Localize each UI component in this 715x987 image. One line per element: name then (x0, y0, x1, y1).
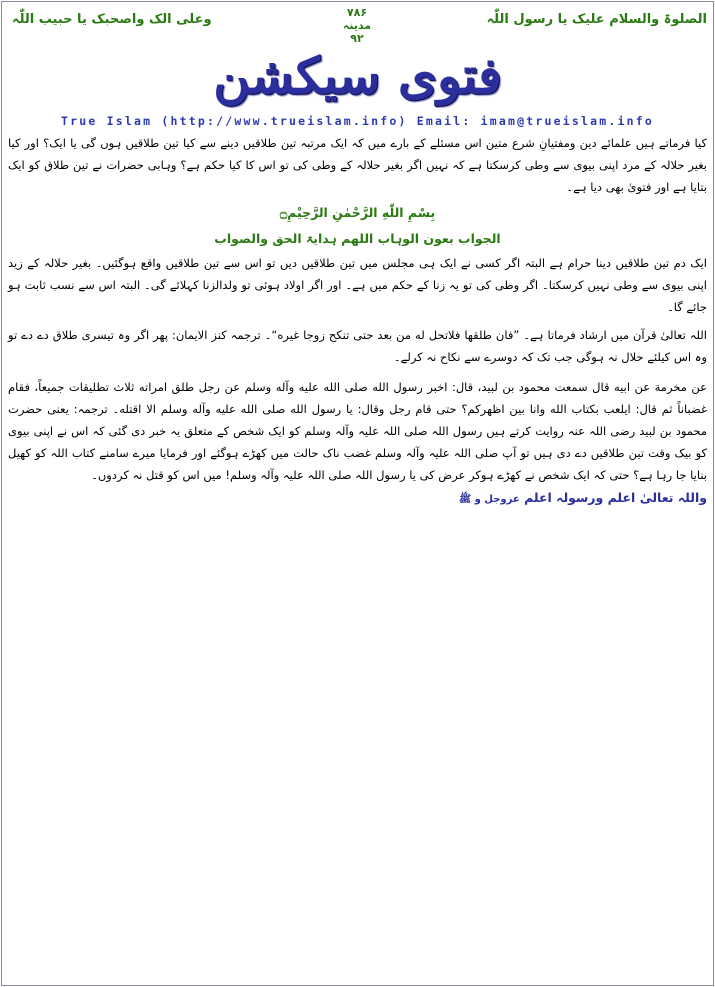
closing-honorific: عزوجل و ﷺ (459, 494, 520, 505)
header-number-92: ۹۲ (350, 32, 364, 45)
answer-paragraph-1: ایک دم تین طلاقیں دینا حرام ہے البتہ اگر کسی نے ایک ہی مجلس میں تین طلاقیں دیں تو اس سے تین طلاقیں واقع ہوگئیں۔ بغیر حلالہ کے زید اپنی بیوی سے وطی نہیں کرسکتا۔ اگر وطی کی تو یہ زنا کے حکم میں ہے۔ اور اگر اولاد ہوئی تو ولدالزنا کہلائے گی۔ البتہ اس سے نسب ثابت ہو جائے گا۔ (8, 256, 707, 314)
contact-line: True Islam (http://www.trueislam.info) Email: imam@trueislam.info (60, 114, 655, 128)
closing-text: واللہ تعالیٰ اعلم ورسولہ اعلم (524, 490, 707, 505)
bismillah: بِسْمِ اللّٰهِ الرَّحْمٰنِ الرَّحِيْمِ۝ (279, 205, 436, 220)
header-number-786: ۷۸۶ (346, 6, 368, 19)
page-title: فتوی سیکشن (213, 46, 502, 105)
answer-paragraph-2: اللہ تعالیٰ قرآن میں ارشاد فرماتا ہے۔ ”فان طلقها فلاتحل له من بعد حتى تنكح زوجا غيره“۔ ترجمہ کنز الایمان: پھر اگر وہ تیسری طلاق دے دے تو وہ اس کیلئے حلال نہ ہوگی جب تک کہ دوسرے سے نکاح نہ کرلے۔ (8, 328, 707, 364)
closing-line (8, 486, 707, 512)
header (2, 6, 713, 46)
question-text: کیا فرماتے ہیں علمائے دین ومفتیانِ شرع متین اس مسئلے کے بارے میں کہ ایک مرتبہ تین طلاقیں دینے سے کیا تین طلاقیں ہوں گی یا ایک؟ اور کیا بغیر حلالہ کے مرد اپنی بیوی سے وطی کرسکتا ہے کہ نہیں اگر بغیر حلالہ کے وطی کی تو اس کا کیا حکم ہے؟ وہابی حضرات نے تین طلاق کو ایک بتایا ہے اور فتویٰ بھی دیا ہے۔ (8, 136, 707, 194)
answer-heading: الجواب بعون الوہاب اللھم ہدایۃ الحق والصواب (214, 231, 501, 246)
page-frame (1, 1, 714, 986)
header-madina: مدینہ (342, 19, 372, 32)
header-salutation-right: الصلوۃ والسلام علیک یا رسول اللّٰہ (486, 12, 707, 27)
header-center-emblem (332, 6, 382, 45)
hadith-paragraph: عن مخرمة عن ابيه قال سمعت محمود بن لبيد، قال: اخبر رسول الله صلى الله عليه وآله وسلم عن رجل طلق امراته ثلاث تطليقات جميعاً، فقام غضباناً ثم قال: ايلعب بكتاب الله وانا بين اظهركم؟ حتى قام رجل وقال: يا رسول الله صلى الله عليه وآله وسلم الا اقتله۔ ترجمہ: یعنی حضرت محمود بن لبید رضی اللہ عنہ روایت کرتے ہیں رسول اللہ صلی اللہ علیہ وآلہ وسلم کو ایک شخص کے متعلق یہ خبر دی گئی کہ اس نے اپنی بیوی کو بیک وقت تین طلاقیں دے دی ہیں تو آپ صلی اللہ علیہ وآلہ وسلم غضب ناک حالت میں کھڑے ہوگئے اور فرمایا میرے سامنے کتاب اللہ کو کھیل بنایا جا رہا ہے؟ حتی کہ ایک شخص نے کھڑے ہوکر عرض کی یا رسول اللہ صلی اللہ علیہ وآلہ وسلم! میں اس کو قتل نہ کردوں۔ (8, 380, 707, 482)
header-salutation-left: وعلی الک واصحبک یا حبیب اللّٰہ (12, 12, 212, 27)
fatwa-content (8, 132, 707, 512)
